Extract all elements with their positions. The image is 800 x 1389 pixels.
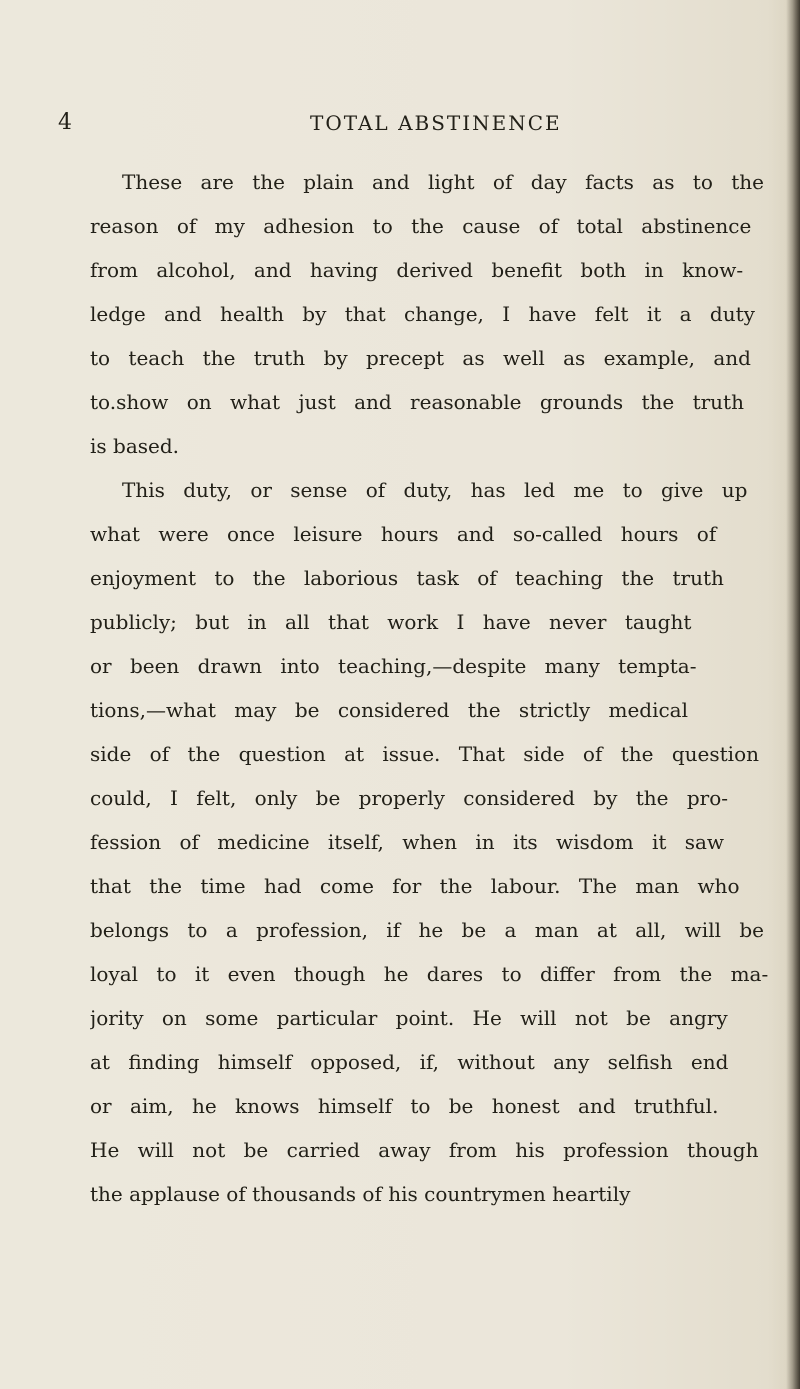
text-line: loyal to it even though he dares to differ from the ma- xyxy=(90,962,769,986)
text-line: the applause of thousands of his countrymen heartily xyxy=(90,1182,631,1206)
text-line: These are the plain and light of day facts as to the xyxy=(122,170,764,194)
text-line: publicly; but in all that work I have never taught xyxy=(90,610,692,634)
body-text xyxy=(90,160,782,1216)
page-edge-shadow xyxy=(786,0,800,1389)
text-line: This duty, or sense of duty, has led me to give up xyxy=(122,478,748,502)
text-line: enjoyment to the laborious task of teaching the truth xyxy=(90,566,724,590)
text-line: or aim, he knows himself to be honest and truthful. xyxy=(90,1094,719,1118)
text-line: ledge and health by that change, I have felt it a duty xyxy=(90,302,755,326)
text-line: tions,—what may be considered the strictly medical xyxy=(90,698,688,722)
text-line: reason of my adhesion to the cause of total abstinence xyxy=(90,214,752,238)
text-line: to.show on what just and reasonable grounds the truth xyxy=(90,390,744,414)
text-line: is based. xyxy=(90,434,180,458)
page-number: 4 xyxy=(58,110,72,135)
text-line: belongs to a profession, if he be a man at all, will be xyxy=(90,918,764,942)
text-line: fession of medicine itself, when in its wisdom it saw xyxy=(90,830,725,854)
text-line: that the time had come for the labour. The man who xyxy=(90,874,740,898)
text-line: from alcohol, and having derived benefit both in know- xyxy=(90,258,744,282)
text-line: what were once leisure hours and so-called hours of xyxy=(90,522,717,546)
text-line: or been drawn into teaching,—despite many tempta- xyxy=(90,654,697,678)
text-line: jority on some particular point. He will not be angry xyxy=(90,1006,728,1030)
text-line: to teach the truth by precept as well as example, and xyxy=(90,346,751,370)
page-header xyxy=(58,103,758,143)
running-head: TOTAL ABSTINENCE xyxy=(310,111,562,135)
text-line: side of the question at issue. That side of the question xyxy=(90,742,759,766)
text-line: at finding himself opposed, if, without any selfish end xyxy=(90,1050,729,1074)
text-line: He will not be carried away from his profession though xyxy=(90,1138,759,1162)
text-line: could, I felt, only be properly considered by the pro- xyxy=(90,786,729,810)
